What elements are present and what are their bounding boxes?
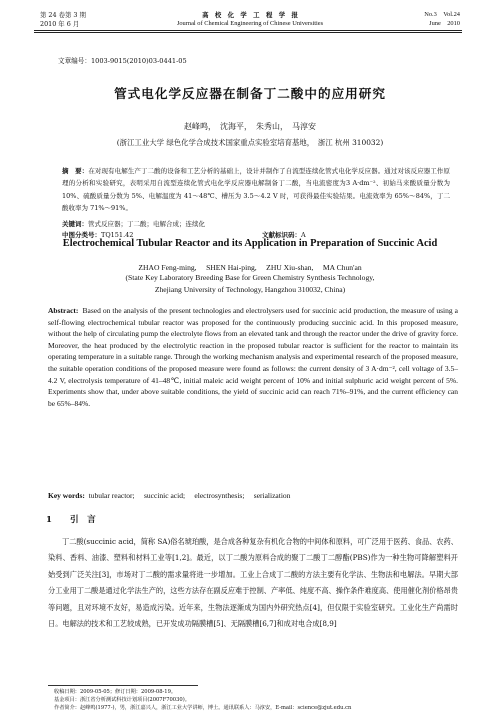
- journal-name-cn: 高 校 化 学 工 程 学 报: [202, 11, 298, 19]
- english-abstract: [48, 305, 458, 409]
- footnote-fund: 基金项目：浙江省分析测试科技计划项目(2007F70030)。: [54, 697, 190, 703]
- chinese-authors: 赵峰鸣， 沈海平， 朱秀山， 马淳安: [184, 122, 316, 131]
- chinese-abstract-label: 摘 要：: [62, 167, 89, 175]
- english-affiliation-line2: Zhejiang University of Technology, Hangzhou 310032, China): [154, 285, 346, 294]
- header-rule-thin: [34, 32, 462, 33]
- section-number: 1: [46, 515, 52, 525]
- chinese-affiliation: (浙江工业大学 绿色化学合成技术国家重点实验室培育基地， 浙江 杭州 310032): [116, 138, 384, 147]
- chinese-abstract: [62, 165, 450, 214]
- header-rule: [34, 30, 462, 31]
- footnote-received: 收稿日期：2009-05-05；修订日期：2009-08-19。: [54, 689, 177, 695]
- english-abstract-label: Abstract:: [48, 306, 79, 315]
- issue-date: 2010 年 6 月: [40, 20, 80, 28]
- english-abstract-text: Based on the analysis of the present technologies and electrolysers used for succinic acid production, the measure of using a self-flowing electrochemical tubular reactor was proposed for the continuously producing succinic acid. In this proposed measure, without the help of circulating pump the electrolyte flows from an elevated tank and through the reactor under the drive of gravity force. Moreover, the heat produced by the electrolytic reaction in the proposed tubular reactor is sufficient for the reactor to maintain its operating temperature in a suitable range. Through the working mechanism analysis and experimental research of the proposed measure, the suitable operation conditions of the proposed measure were found as follows: the current density of 3 A·dm⁻², cell voltage of 3.5–4.2 V, electrolysis temperature of 41–48℃, initial maleic acid weight percent of 10% and initial sulphuric acid weight percent of 5%. Experiments show that, under above suitable conditions, the yield of succinic acid can reach 71%–91%, and the current efficiency can be 65%–84%.: [48, 306, 458, 408]
- clc-value: TQ151.42: [101, 231, 134, 239]
- clc-label: 中图分类号：: [62, 231, 101, 239]
- journal-name-en: Journal of Chemical Engineering of Chinese Universities: [176, 20, 324, 27]
- issue-date-en: June 2010: [429, 20, 460, 27]
- english-keywords-text: tubular reactor; succinic acid; electrosynthesis; serialization: [88, 491, 291, 500]
- english-title: Electrochemical Tubular Reactor and its Application in Preparation of Succinic Acid: [62, 238, 438, 249]
- issue-number-en: No.3 Vol.24: [424, 11, 460, 18]
- footnote-rule: [48, 685, 198, 686]
- article-number: 文章编号：1003-9015(2010)03-0441-05: [58, 57, 187, 65]
- document-code-value: A: [301, 231, 306, 239]
- section-heading: [46, 513, 96, 525]
- chinese-abstract-text: 在对现有电解生产丁二酸的设备和工艺分析的基础上，设计并制作了自流型连续化管式电化学反应器。通过对该反应器工作原理的分析和实验研究，表明采用自流型连续化管式电化学反应器电解制备丁二酸，当电流密度为3 A·dm⁻²、初始马来酸质量分数为 10%、硫酸质量分数为 5%、电解温度为 41～48℃、槽压为 3.5～4.2 V 时，可获得最佳实验结果。电流效率为 65%～84%，丁二酸收率为 71%～91%。: [62, 167, 451, 212]
- chinese-keywords-text: 管式反应器；丁二酸；电解合成；连续化: [88, 220, 205, 228]
- chinese-title: 管式电化学反应器在制备丁二酸中的应用研究: [114, 86, 386, 101]
- english-affiliation-line1: (State Key Laboratory Breeding Base for Green Chemistry Synthesis Technology,: [125, 273, 375, 282]
- volume-issue: 第 24 卷第 3 期: [40, 11, 86, 19]
- document-code-label: 文献标识码：: [262, 231, 301, 239]
- english-keywords-label: Key words:: [48, 491, 85, 500]
- chinese-keywords-label: 关键词：: [62, 220, 88, 228]
- english-authors: ZHAO Feng-ming, SHEN Hai-ping, ZHU Xiu-shan, MA Chun'an: [138, 263, 362, 272]
- chinese-keywords: [62, 219, 205, 228]
- introduction-body: 丁二酸(succinic acid，简称 SA)俗名琥珀酸，是合成各种复杂有机化合物的中间体和原料，可广泛用于医药、食品、农药、染料、香料、油漆、塑料和材料工业等[1,2]。最近，以丁二酸为原料合成的聚丁二酸丁二醇酯(PBS)作为一种生物可降解塑料开始受到广泛关注[3]，市场对丁二酸的需求量将进一步增加。工业上合成丁二酸的方法主要有化学法、生物法和电解法。早期大部分工业用丁二酸是通过化学法生产的，这些方法存在副反应难于控制、产率低、纯度不高、操作条件难度高、使用催化剂价格昂贵等问题，且对环境不友好，易造成污染。近年来，生物法逐渐成为国内外研究热点[4]，但仅限于实验室研究。工业化生产尚需时日。电解法的技术和工艺较成熟，已开发成功隔膜槽[5]、无隔膜槽[6,7]和成对电合成[8,9]: [48, 537, 458, 629]
- footnote-author: 作者简介：赵峰鸣(1977-)，男，浙江嘉兴人，浙江工业大学讲师，博士。通讯联系人：马淳安，E-mail：science@zjut.edu.cn: [54, 705, 352, 711]
- section-title: 引 言: [69, 515, 96, 525]
- english-keywords: [48, 490, 458, 501]
